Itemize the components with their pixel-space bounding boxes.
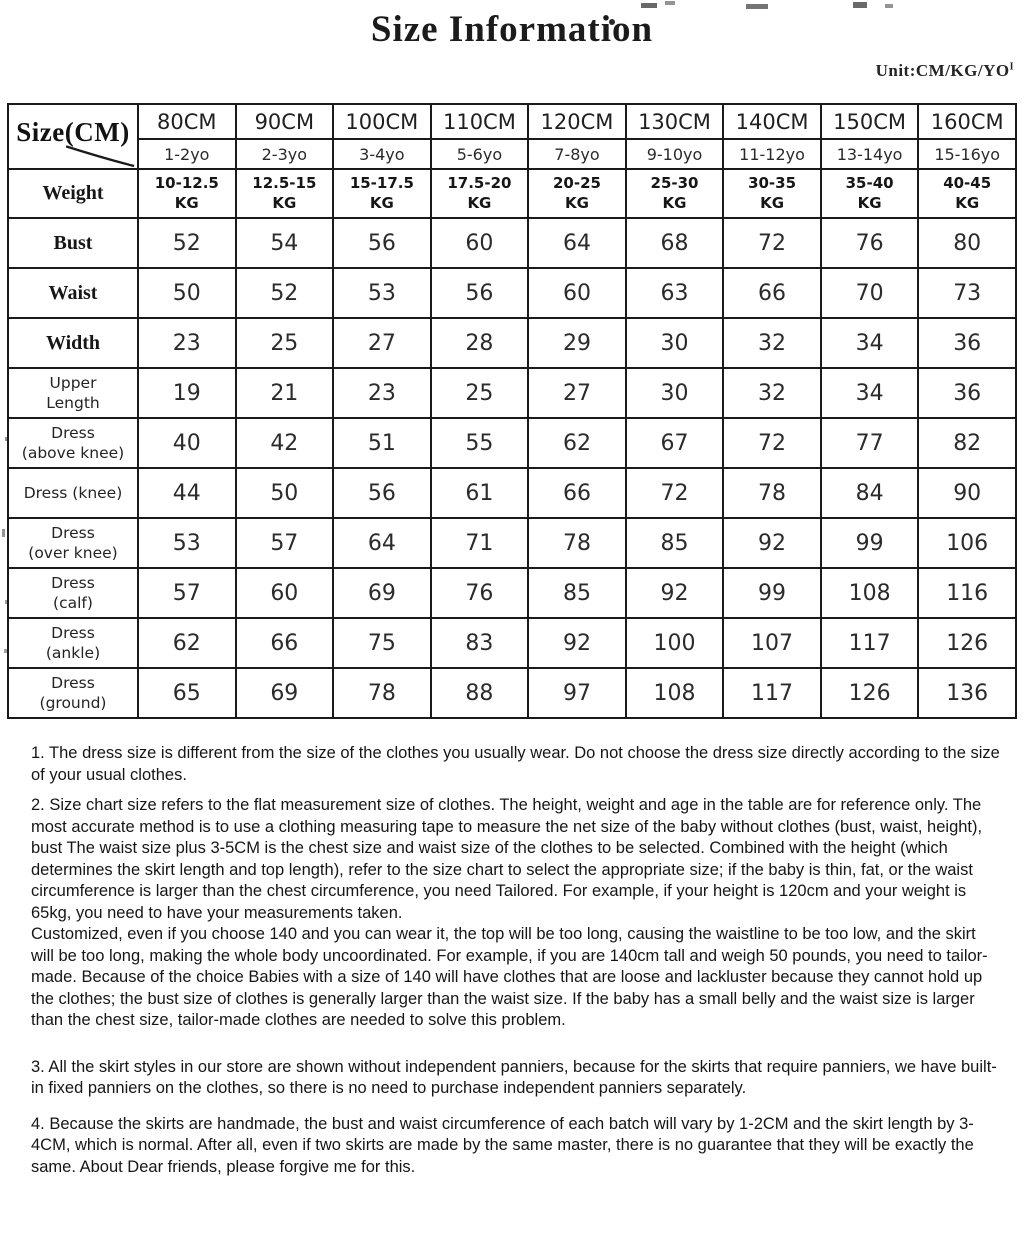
measurement-value-cell: 68: [626, 218, 724, 268]
measurement-value-cell: 78: [723, 468, 821, 518]
measurement-value-cell: 27: [333, 318, 431, 368]
measurement-value-cell: 117: [821, 618, 919, 668]
scan-artifact: [665, 1, 675, 5]
measurement-value-cell: 25: [431, 368, 529, 418]
measurement-label-cell: [8, 418, 138, 468]
measurement-value-cell: 70: [821, 268, 919, 318]
weight-value-cell: [626, 169, 724, 218]
measurement-value-cell: 117: [723, 668, 821, 718]
measurement-value-cell: 126: [918, 618, 1016, 668]
size-header-row: [8, 104, 1016, 139]
scan-artifact: [2, 529, 5, 537]
measurement-value-cell: 52: [138, 218, 236, 268]
age-header-row: [8, 139, 1016, 169]
measurement-value-cell: 65: [138, 668, 236, 718]
weight-value-cell: [236, 169, 334, 218]
page-title: Size Information: [370, 9, 654, 50]
measurement-label-cell: [8, 668, 138, 718]
weight-value-cell: [821, 169, 919, 218]
measurement-value-cell: 52: [236, 268, 334, 318]
weight-value-cell: [723, 169, 821, 218]
measurement-row: [8, 568, 1016, 618]
measurement-value-cell: 64: [333, 518, 431, 568]
measurement-label-line: (ankle): [45, 644, 101, 662]
measurement-value-cell: 50: [138, 268, 236, 318]
size-header-cell: 160CM: [918, 104, 1016, 139]
size-corner-cell: [8, 104, 138, 169]
measurement-row: [8, 468, 1016, 518]
weight-range: 12.5-15: [252, 174, 317, 192]
measurement-value-cell: 51: [333, 418, 431, 468]
measurement-label-cell: [8, 468, 138, 518]
measurement-value-cell: 54: [236, 218, 334, 268]
measurement-value-cell: 36: [918, 368, 1016, 418]
measurement-value-cell: 32: [723, 368, 821, 418]
measurement-value-cell: 88: [431, 668, 529, 718]
measurement-value-cell: 67: [626, 418, 724, 468]
weight-range: 35-40: [845, 174, 894, 192]
size-header-cell: 100CM: [333, 104, 431, 139]
measurement-value-cell: 85: [528, 568, 626, 618]
measurement-value-cell: 92: [528, 618, 626, 668]
measurement-label-line: (ground): [39, 694, 107, 712]
measurement-row: [8, 368, 1016, 418]
weight-label-cell: Weight: [8, 169, 138, 218]
measurement-value-cell: 69: [333, 568, 431, 618]
measurement-label-line: (calf): [53, 594, 93, 612]
measurement-value-cell: 66: [723, 268, 821, 318]
measurement-value-cell: 99: [821, 518, 919, 568]
weight-value-cell: [333, 169, 431, 218]
measurement-value-cell: 56: [333, 218, 431, 268]
measurement-label-cell: [8, 218, 138, 268]
measurement-label-line: Dress: [51, 623, 95, 642]
measurement-value-cell: 108: [626, 668, 724, 718]
measurement-value-cell: 100: [626, 618, 724, 668]
measurement-value-cell: 23: [138, 318, 236, 368]
unit-text: Unit:CM/KG/YO: [875, 61, 1010, 80]
note-2-continued: Customized, even if you choose 140 and you can wear it, the top will be too long, causing the waistline to be too low, and the skirt will be too long, making the whole body uncoordinated. For example, if you are 140cm tall and weigh 50 pounds, you need to tailor-made. Because of the choice Babies with a size of 140 will have clothes that are loose and lackluster because they cannot hold up the clothes; the bust size of clothes is generally larger than the waist size. If the baby has a small belly and the waist size is larger than the chest size, tailor-made clothes are needed to solve this problem.: [31, 925, 988, 1029]
measurement-value-cell: 64: [528, 218, 626, 268]
measurement-value-cell: 78: [333, 668, 431, 718]
age-cell: 13-14yo: [821, 139, 919, 169]
measurement-row: [8, 218, 1016, 268]
measurement-value-cell: 72: [723, 418, 821, 468]
notes-section: [0, 743, 1024, 1178]
measurement-row: [8, 418, 1016, 468]
weight-range: 25-30: [650, 174, 699, 192]
measurement-value-cell: 56: [333, 468, 431, 518]
measurement-row: [8, 268, 1016, 318]
measurement-value-cell: 76: [431, 568, 529, 618]
measurement-label-cell: [8, 568, 138, 618]
measurement-label-cell: [8, 618, 138, 668]
note-1: 1. The dress size is different from the size of the clothes you usually wear. Do not choose the dress size directly according to the size of your usual clothes.: [31, 744, 1000, 784]
age-cell: 9-10yo: [626, 139, 724, 169]
measurement-value-cell: 99: [723, 568, 821, 618]
measurement-value-cell: 28: [431, 318, 529, 368]
weight-value-cell: [918, 169, 1016, 218]
measurement-row: [8, 668, 1016, 718]
weight-value-cell: [138, 169, 236, 218]
age-cell: 3-4yo: [333, 139, 431, 169]
measurement-value-cell: 116: [918, 568, 1016, 618]
measurement-value-cell: 57: [138, 568, 236, 618]
age-cell: 11-12yo: [723, 139, 821, 169]
measurement-value-cell: 75: [333, 618, 431, 668]
weight-range: 20-25: [552, 174, 601, 192]
size-header-cell: 130CM: [626, 104, 724, 139]
measurement-value-cell: 34: [821, 318, 919, 368]
measurement-value-cell: 53: [333, 268, 431, 318]
measurement-value-cell: 21: [236, 368, 334, 418]
measurement-value-cell: 80: [918, 218, 1016, 268]
measurement-value-cell: 32: [723, 318, 821, 368]
measurement-value-cell: 77: [821, 418, 919, 468]
measurement-label-cell: [8, 518, 138, 568]
weight-unit: KG: [662, 193, 687, 212]
measurement-value-cell: 78: [528, 518, 626, 568]
weight-unit: KG: [760, 193, 785, 212]
measurement-label-line: Bust: [53, 232, 93, 254]
measurement-value-cell: 63: [626, 268, 724, 318]
measurement-value-cell: 60: [236, 568, 334, 618]
measurement-value-cell: 30: [626, 318, 724, 368]
measurement-value-cell: 83: [431, 618, 529, 668]
measurement-value-cell: 23: [333, 368, 431, 418]
measurement-value-cell: 126: [821, 668, 919, 718]
measurement-value-cell: 61: [431, 468, 529, 518]
size-header-cell: 90CM: [236, 104, 334, 139]
measurement-value-cell: 30: [626, 368, 724, 418]
measurement-value-cell: 82: [918, 418, 1016, 468]
measurement-value-cell: 69: [236, 668, 334, 718]
measurement-value-cell: 25: [236, 318, 334, 368]
measurement-value-cell: 55: [431, 418, 529, 468]
weight-unit: KG: [955, 193, 980, 212]
age-cell: 5-6yo: [431, 139, 529, 169]
unit-superscript: I: [1009, 61, 1014, 73]
measurement-value-cell: 90: [918, 468, 1016, 518]
measurement-label-line: Width: [45, 332, 101, 354]
measurement-value-cell: 19: [138, 368, 236, 418]
measurement-value-cell: 76: [821, 218, 919, 268]
measurement-label-line: Waist: [48, 282, 98, 304]
measurement-value-cell: 56: [431, 268, 529, 318]
age-cell: 15-16yo: [918, 139, 1016, 169]
measurement-value-cell: 40: [138, 418, 236, 468]
measurement-value-cell: 72: [626, 468, 724, 518]
size-table: [7, 103, 1017, 719]
measurement-label-line: (above knee): [21, 444, 125, 462]
measurement-value-cell: 27: [528, 368, 626, 418]
measurement-value-cell: 106: [918, 518, 1016, 568]
measurement-value-cell: 62: [528, 418, 626, 468]
weight-range: 15-17.5: [349, 174, 414, 192]
size-header-cell: 120CM: [528, 104, 626, 139]
size-header-cell: 140CM: [723, 104, 821, 139]
weight-range: 10-12.5: [154, 174, 219, 192]
measurement-value-cell: 71: [431, 518, 529, 568]
measurement-label-line: Dress: [51, 673, 95, 692]
weight-value-cell: [431, 169, 529, 218]
measurement-value-cell: 92: [626, 568, 724, 618]
measurement-value-cell: 29: [528, 318, 626, 368]
weight-unit: KG: [174, 193, 199, 212]
measurement-label-line: Dress (knee): [23, 483, 123, 502]
measurement-row: [8, 318, 1016, 368]
measurement-value-cell: 73: [918, 268, 1016, 318]
measurement-value-cell: 60: [431, 218, 529, 268]
measurement-value-cell: 84: [821, 468, 919, 518]
measurement-value-cell: 62: [138, 618, 236, 668]
age-cell: 1-2yo: [138, 139, 236, 169]
measurement-label-cell: [8, 268, 138, 318]
measurement-label-line: Dress: [51, 423, 95, 442]
measurement-label-line: Upper: [49, 373, 97, 392]
size-header-cell: 150CM: [821, 104, 919, 139]
measurement-value-cell: 107: [723, 618, 821, 668]
measurement-label-cell: [8, 368, 138, 418]
weight-range: 40-45: [943, 174, 992, 192]
weight-row: [8, 169, 1016, 218]
unit-label: [876, 61, 1014, 81]
weight-value-cell: [528, 169, 626, 218]
measurement-value-cell: 50: [236, 468, 334, 518]
measurement-label-cell: [8, 318, 138, 368]
measurement-value-cell: 60: [528, 268, 626, 318]
note-2: 2. Size chart size refers to the flat measurement size of clothes. The height, weight and age in the table are for reference only. The most accurate method is to use a clothing measuring tape to measure the net size of the baby without clothes (bust, waist, height), bust The waist size plus 3-5CM is the chest size and waist size of the clothes to be selected. Combined with the height (which determines the skirt length and top length), refer to the size chart to select the appropriate size; if the baby is thin, fat, or the waist circumference is larger than the chest circumference, you need Tailored. For example, if your height is 120cm and your weight is 65kg, you need to have your measurements taken.: [31, 796, 983, 922]
measurement-label-line: Length: [46, 394, 100, 412]
measurement-row: [8, 618, 1016, 668]
measurement-value-cell: 53: [138, 518, 236, 568]
weight-unit: KG: [272, 193, 297, 212]
measurement-value-cell: 72: [723, 218, 821, 268]
weight-unit: KG: [857, 193, 882, 212]
measurement-value-cell: 92: [723, 518, 821, 568]
corner-diagonal-line: [9, 105, 137, 168]
measurement-row: [8, 518, 1016, 568]
note-3: 3. All the skirt styles in our store are shown without independent panniers, because for the skirts that require panniers, we have built-in fixed panniers on the clothes, so there is no need to purchase independent panniers separately.: [31, 1057, 997, 1097]
age-cell: 2-3yo: [236, 139, 334, 169]
size-header-cell: 110CM: [431, 104, 529, 139]
size-header-cell: 80CM: [138, 104, 236, 139]
measurement-value-cell: 44: [138, 468, 236, 518]
weight-unit: KG: [467, 193, 492, 212]
measurement-value-cell: 108: [821, 568, 919, 618]
measurement-label-line: (over knee): [28, 544, 118, 562]
weight-range: 17.5-20: [447, 174, 512, 192]
measurement-value-cell: 36: [918, 318, 1016, 368]
size-corner-label: Size(CM): [16, 117, 130, 147]
measurement-value-cell: 34: [821, 368, 919, 418]
measurement-value-cell: 66: [236, 618, 334, 668]
weight-range: 30-35: [748, 174, 797, 192]
measurement-value-cell: 85: [626, 518, 724, 568]
note-4: 4. Because the skirts are handmade, the bust and waist circumference of each batch will vary by 1-2CM and the skirt length by 3-4CM, which is normal. After all, even if two skirts are made by the same master, there is no guarantee that they will be exactly the same. About Dear friends, please forgive me for this.: [31, 1114, 974, 1176]
measurement-value-cell: 97: [528, 668, 626, 718]
age-cell: 7-8yo: [528, 139, 626, 169]
measurement-label-line: Dress: [51, 573, 95, 592]
measurement-value-cell: 57: [236, 518, 334, 568]
weight-unit: KG: [564, 193, 589, 212]
measurement-label-line: Dress: [51, 523, 95, 542]
measurement-value-cell: 136: [918, 668, 1016, 718]
measurement-value-cell: 66: [528, 468, 626, 518]
measurement-value-cell: 42: [236, 418, 334, 468]
weight-unit: KG: [369, 193, 394, 212]
